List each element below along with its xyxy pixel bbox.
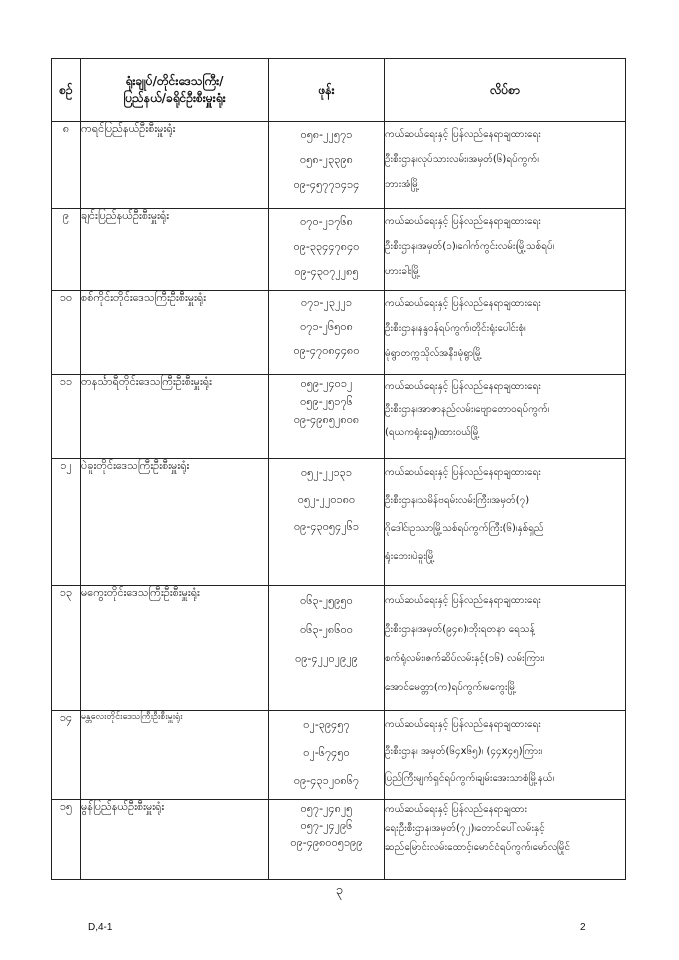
office-name: ပဲခူးတိုင်းဒေသကြီးဦးစီးမှူးရုံး <box>81 459 269 586</box>
header-no: စဥ် <box>52 59 81 122</box>
address-line: ရေးဦးစီးဌာန၊အမှတ်(၇၂)၊တောင်ပေါ်လမ်းနှင့် <box>385 823 545 834</box>
office-name: မကွေးတိုင်းဒေသကြီးဦးစီးမှူးရုံး <box>81 586 269 711</box>
phone-number: ၀၅၇-၂၄၈၂၅ <box>300 802 353 815</box>
address-line: ကယ်ဆယ်ရေးနှင့် ပြန်လည်နေရာချထားရေး <box>385 298 541 309</box>
phone-number: ၀၉-၄၇၀၈၄၄၈၀ <box>293 344 360 357</box>
address-line: ကယ်ဆယ်ရေးနှင့် ပြန်လည်နေရာချထားရေး <box>385 381 541 392</box>
address-cell <box>385 711 626 800</box>
phone-cell <box>269 459 385 586</box>
address-line: ဦးစီးဌာန၊ အမှတ်(၆၄x၆၅)၊ (၄၄x၄၅)ကြား၊ <box>385 746 543 757</box>
address-line: ပြည်ကြီးမျက်ရှင်ရပ်ကွက်၊ချမ်းအေးသာစံမြို့နယ်၊ <box>385 773 555 784</box>
address-cell <box>385 459 626 586</box>
phone-cell <box>269 209 385 291</box>
address-line: ကယ်ဆယ်ရေးနှင့် ပြန်လည်နေရာချထားရေး <box>385 129 541 140</box>
address-cell <box>385 291 626 375</box>
office-name: တနင်္သာရီတိုင်းဒေသကြီးဦးစီးမှူးရုံး <box>81 375 269 459</box>
phone-cell <box>269 711 385 800</box>
phone-number: ၀၂-၃၉၄၅၇ <box>303 718 350 731</box>
office-name: စစ်ကိုင်းတိုင်းဒေသကြီးဦးစီးမှူးရုံး <box>81 291 269 375</box>
office-name: ကရင်ပြည်နယ်ဦးစီးမှူးရုံး <box>81 122 269 209</box>
header-address: လိပ်စာ <box>385 59 626 122</box>
row-number: ၁၄ <box>52 711 81 800</box>
footer-document-code: D,4-1 <box>88 922 113 933</box>
address-line: ကယ်ဆယ်ရေးနှင့် ပြန်လည်နေရာချထား <box>385 804 528 815</box>
phone-number: ၀၆၃-၂၈၆၀၀ <box>300 623 353 636</box>
address-line: အောင်မေတ္တာ(က)ရပ်ကွက်၊မကွေးမြို့ <box>385 682 517 693</box>
phone-number: ၀၉-၄၃၀၅၄၂၆၁ <box>293 520 360 533</box>
phone-number: ၀၅၇-၂၄၂၉၆ <box>300 819 353 832</box>
address-line: ဦးစီးဌာန၊အမှတ်(၁)၊ဂေါက်ကွင်းလမ်း၊မြို့သစ်ရပ်၊ <box>385 241 555 252</box>
row-number: ၁၃ <box>52 586 81 711</box>
phone-number: ၀၉-၄၅၇၇၁၄၁၄ <box>293 178 360 191</box>
table-row <box>52 375 626 459</box>
phone-cell <box>269 375 385 459</box>
header-row <box>52 59 626 122</box>
phone-number: ၀၉-၃၃၄၄၇၈၄၀ <box>293 240 360 253</box>
phone-number: ၀၉-၄၂၂၀၂၉၂၉ <box>295 652 358 665</box>
row-number: ၉ <box>52 209 81 291</box>
address-cell <box>385 800 626 880</box>
address-line: ဂိုဒေါင်၊ဥဿာမြို့သစ်ရပ်ကွက်ကြီး(၆)၊နှစ်ရှည် <box>385 523 544 534</box>
table-row <box>52 209 626 291</box>
phone-number: ၀၇၁-၂၃၂၂၁ <box>300 296 353 309</box>
phone-number: ၀၅၉-၂၅၁၇၆ <box>300 395 353 408</box>
header-office-line-2: ပြည်နယ်/ခရိုင်ဦးစီးမှူးရုံး <box>123 91 226 105</box>
phone-number: ၀၇၁-၂၆၅၀၈ <box>300 320 353 333</box>
address-line: မုံရွာတက္ကသိုလ်အနီး၊မုံရွာမြို့ <box>385 348 483 359</box>
address-line: စက်ရုံလမ်း၊ဇက်ဆိပ်လမ်းနှင့်(၁၆) လမ်းကြား၊ <box>385 653 545 664</box>
phone-number: ၀၅၈-၂၃၃၉၈ <box>300 153 353 166</box>
address-line: ဟားခါးမြို့ <box>385 266 421 277</box>
phone-cell <box>269 122 385 209</box>
address-cell <box>385 209 626 291</box>
address-line: ရုံးဘေး၊ပဲခူးမြို့ <box>385 551 435 562</box>
footer-page-number: 2 <box>580 922 586 933</box>
address-line: ဆည်မြောင်းလမ်းထောင့်၊မောင်ငံရပ်ကွက်၊မော်လမြိုင် <box>385 842 571 853</box>
address-line: ကယ်ဆယ်ရေးနှင့် ပြန်လည်နေရာချထားရေး <box>385 216 541 227</box>
row-number: ၁၁ <box>52 375 81 459</box>
table-row <box>52 122 626 209</box>
office-name: မွန်ပြည်နယ်ဦးစီးမှူးရုံး <box>81 800 269 880</box>
phone-cell <box>269 800 385 880</box>
phone-cell <box>269 291 385 375</box>
table-row <box>52 291 626 375</box>
address-cell <box>385 586 626 711</box>
address-cell <box>385 375 626 459</box>
table-row <box>52 459 626 586</box>
phone-number: ၀၇၀-၂၁၇၆၈ <box>300 215 353 228</box>
address-line: (ရယကရုံးရှေ့)၊ထားဝယ်မြို့ <box>385 427 480 438</box>
table-row <box>52 586 626 711</box>
address-line: ဘားအံမြို့ <box>385 179 420 190</box>
address-line: ကယ်ဆယ်ရေးနှင့် ပြန်လည်နေရာချထားရေး <box>385 595 541 606</box>
phone-cell <box>269 586 385 711</box>
header-phone: ဖုန်း <box>269 59 385 122</box>
row-number: ၁၀ <box>52 291 81 375</box>
address-line: ဦးစီးဌာန၊သမိန်ဗရမ်းလမ်းကြီး၊အမှတ်(၇) <box>385 495 530 506</box>
address-line: ဦးစီးဌာန၊လုပ်သားလမ်း၊အမှတ်(၆)ရပ်ကွက်၊ <box>385 154 539 165</box>
phone-number: ၀၂-၆၇၄၅၀ <box>303 746 350 759</box>
table-header <box>52 59 626 122</box>
phone-number: ၀၉-၄၉၈၅၂၈၀၈ <box>293 413 360 426</box>
address-cell <box>385 122 626 209</box>
address-line: ဦးစီးဌာန၊နန္ဒဝန်ရပ်ကွက်၊တိုင်းရုံးပေါင်းစုံ၊ <box>385 323 526 334</box>
office-name: ချင်းပြည်နယ်ဦးစီးမှူးရုံး <box>81 209 269 291</box>
phone-number: ၀၅၂-၂၂၁၃၁ <box>300 466 353 479</box>
table-body <box>52 122 626 880</box>
address-line: ကယ်ဆယ်ရေးနှင့် ပြန်လည်နေရာချထားရေး <box>385 467 541 478</box>
phone-number: ၀၅၈-၂၂၅၇၁ <box>300 128 353 141</box>
address-line: ဦးစီးဌာန၊အာဇာနည်လမ်း၊ဗျောတောဝရပ်ကွက်၊ <box>385 404 550 415</box>
address-line: ကယ်ဆယ်ရေးနှင့် ပြန်လည်နေရာချထားရေး <box>385 719 541 730</box>
row-number: ၈ <box>52 122 81 209</box>
phone-number: ၀၉-၄၉၈၀၀၅၁၉၉ <box>290 836 363 849</box>
header-office-line-1: ရုံးချုပ်/တိုင်းဒေသကြီး/ <box>125 74 224 88</box>
phone-number: ၀၉-၄၃၀၇၂၂၈၅ <box>294 265 359 278</box>
office-contact-table <box>51 58 626 880</box>
row-number: ၁၂ <box>52 459 81 586</box>
table-row <box>52 711 626 800</box>
phone-number: ၀၉-၄၃၁၂၀၈၆၇ <box>293 774 360 787</box>
address-line: ဦးစီးဌာန၊အမှတ်(၉၄၈)၊ဘိုးရတနာ ရေသန့် <box>385 624 535 635</box>
phone-number: ၀၅၂-၂၂၀၁၈၀ <box>297 493 356 506</box>
phone-number: ၀၅၉-၂၄၀၁၂ <box>300 377 353 390</box>
page-number-myanmar: ၃ <box>335 883 344 898</box>
office-name: မန္တလေးတိုင်းဒေသကြီးဦးစီးမှူးရုံး <box>81 711 269 800</box>
row-number: ၁၅ <box>52 800 81 880</box>
table-row <box>52 800 626 880</box>
header-office <box>81 59 269 122</box>
phone-number: ၀၆၃-၂၅၉၅၀ <box>300 594 353 607</box>
